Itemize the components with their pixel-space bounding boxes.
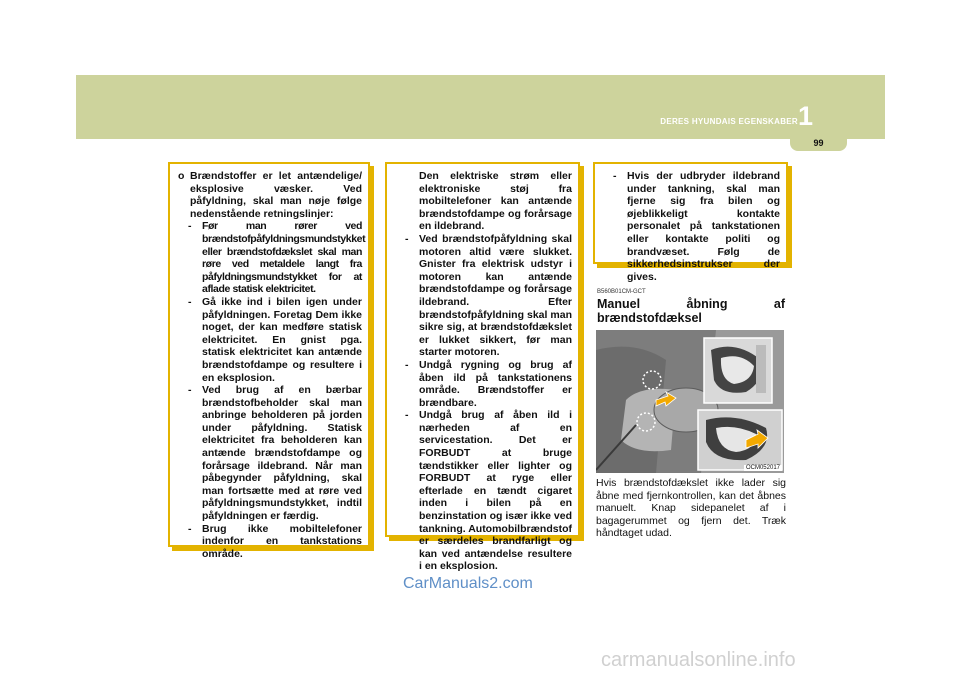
section-title: DERES HYUNDAIS EGENSKABER xyxy=(660,117,798,126)
fuel-door-illustration xyxy=(596,330,784,473)
warning-item: - Ved brug af en bærbar brændstofbeholder skal man anbringe beholderen på jorden under påfyldning. Statisk elektricitet fra beholderen kan antænde brændstofdampe og forårsage ildebrand. Når man påbegynder påfyldning, skal man fortsætte med at røre ved påfyldningsmundstykket, indtil påfyldningen er færdig. xyxy=(188,384,362,523)
warning-item-text: Undgå brug af åben ild i nærheden af en servicestation. Det er FORBUDT at bruge tændstikker eller lighter og FORBUDT at ryge eller efterlade en tændt cigaret inden i bilen på en benzinstation og især ikke ved tankning. Automobilbrændstof er særdeles brandfarligt og kan ved antændelse resultere i en eksplosion. xyxy=(419,409,573,573)
section-number: 1 xyxy=(798,101,814,131)
section-code: B560B01CM-GCT xyxy=(597,289,646,295)
bullet-marker: o xyxy=(178,170,185,182)
warning-item-text: Brug ikke mobiltelefoner indenfor en tankstations område. xyxy=(202,522,362,560)
warning-continuation xyxy=(395,170,572,233)
page-number: 99 xyxy=(790,135,847,151)
watermark-bottom[interactable]: carmanualsonline.info xyxy=(601,649,796,671)
warning-intro xyxy=(178,170,362,220)
warning-item-text: Ved brug af en bærbar brændstofbeholder skal man anbringe beholderen på jorden under påfyldning. Statisk elektricitet fra beholderen kan antænde brændstofdampe og forårsage ildebrand. Når man påbegynder påfyldning, skal man fortsætte med at røre ved påfyldningsmundstykket, indtil påfyldningen er færdig. xyxy=(202,384,362,523)
header-band xyxy=(76,75,885,139)
figure-code: OCM052017 xyxy=(745,465,780,471)
warning-item-text: Undgå rygning og brug af åben ild på tankstationens område. Brændstoffer er brændbare. xyxy=(419,358,572,409)
warning-box-left xyxy=(168,162,370,560)
warning-item: - Ved brændstofpåfyldning skal motoren altid være slukket. Gnister fra elektrisk udstyr i motoren kan antænde brændstofdampe og forårsage ildebrand. Efter brændstofpåfyldning skal man sikre sig, at brændstofdækslet er lukket sikkert, før man starter motoren. xyxy=(405,232,572,359)
warning-box-middle xyxy=(385,162,580,573)
warning-item: - Før man rører ved brændstofpåfyldningsmundstykket eller brændstofdækslet skal man røre ved metaldele langt fra påfyldningsmundstykket for at aflade statisk elektricitet. xyxy=(188,220,366,296)
section-heading: Manuel åbning af brændstofdæksel xyxy=(597,297,785,325)
section-body: Hvis brændstofdækslet ikke lader sig åbne med fjernkontrollen, kan det åbnes manuelt. Knap sidepanelet af i bagagerummet og fjern det. Træk håndtaget udad. xyxy=(596,477,786,539)
warning-item-text: Gå ikke ind i bilen igen under påfyldningen. Foretag Dem ikke noget, der kan medføre statisk elektricitet. En gnist pga. statisk elektricitet kan antænde brændstofdampe og resultere i en eksplosion. xyxy=(202,295,362,384)
warning-item-text: Før man rører ved brændstofpåfyldningsmundstykket eller brændstofdækslet skal man røre ved metaldele langt fra påfyldningsmundstykket for at aflade statisk elektricitet. xyxy=(202,220,366,296)
warning-intro-text: Brændstoffer er let antændelige/ eksplosive væsker. Ved påfyldning, skal man nøje følge nedenstående retningslinjer: xyxy=(190,170,362,220)
warning-item-text: Ved brændstofpåfyldning skal motoren altid være slukket. Gnister fra elektrisk udstyr i motoren kan antænde brændstofdampe og forårsage ildebrand. Efter brændstofpåfyldning skal man sikre sig, at brændstofdækslet er lukket sikkert, før man starter motoren. xyxy=(419,232,572,359)
warning-item: - Hvis der udbryder ildebrand under tankning, skal man fjerne sig fra bilen og øjeblikkeligt kontakte personalet på tankstationen eller kontakte politi og brandvæset. Følg de sikkerhedsinstrukser der gives. xyxy=(613,170,780,283)
warning-item: - Brug ikke mobiltelefoner indenfor en tankstations område. xyxy=(188,522,362,560)
warning-item: - Gå ikke ind i bilen igen under påfyldningen. Foretag Dem ikke noget, der kan medføre statisk elektricitet. En gnist pga. statisk elektricitet kan antænde brændstofdampe og resultere i en eksplosion. xyxy=(188,295,362,384)
watermark-top[interactable]: CarManuals2.com xyxy=(403,575,533,592)
warning-item: - Undgå rygning og brug af åben ild på tankstationens område. Brændstoffer er brændbare. xyxy=(405,358,572,409)
fuel-door-photo xyxy=(596,330,784,473)
warning-item: - Undgå brug af åben ild i nærheden af en servicestation. Det er FORBUDT at bruge tændstikker eller lighter og FORBUDT at ryge eller efterlade en tændt cigaret inden i bilen på en benzinstation og især ikke ved tankning. Automobilbrændstof er særdeles brandfarligt og kan ved antændelse resultere i en eksplosion. xyxy=(405,409,573,573)
warning-box-right xyxy=(593,162,788,283)
warning-continuation-text: Den elektriske strøm eller elektroniske støj fra mobiltelefoner kan antænde brændstofdampe og forårsage en ildebrand. xyxy=(419,170,572,233)
warning-item-text: Hvis der udbryder ildebrand under tankning, skal man fjerne sig fra bilen og øjeblikkeligt kontakte personalet på tankstationen eller kontakte politi og brandvæset. Følg de sikkerhedsinstrukser der gives. xyxy=(627,170,780,283)
